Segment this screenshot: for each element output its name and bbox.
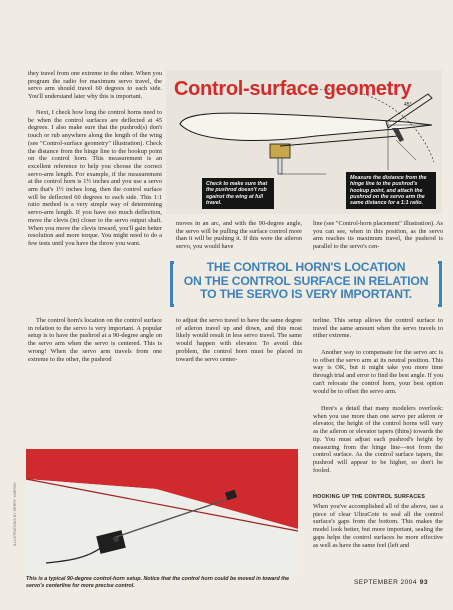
angle-label: 45° [404,102,412,108]
col1-paragraph-2: Next, I check how long the control horns need to be when the control surfaces are deflected at 45 degrees. I also make sure that the pushrod(s) don't touch or rub anywhere along the length of the wing (see "Control-surface geometry" illustration). Check the distance from the hinge line to the hookup point on the control horn. This measurement is an excellent reference to help you choose the correct servo-arm length. For example, if the measurement at the control horn is 1½ inches and you use a servo arm that's 1½ inches long, then the control surface will be deflected 60 degrees to each side. This 1:1 ratio method is a very simple way of determining servo-arm length. If you have too much deflection, move the clevis (in) closer to the servo output shaft. When you move the clevis inward, you'll gain better resolution and more torque. You might need to do a few tests until you have the throw you want. [28,109,162,247]
callout-leader-right [396,140,416,160]
figure-title: Control-surface geometry [174,78,412,100]
col3-paragraph-2: terline. This setup allows the control surface to travel the same amount when the servo travels to either extreme. [313,317,443,340]
pullquote-line-2: ON THE CONTROL SURFACE IN RELATION [183,273,429,288]
pullquote-line-1: THE CONTROL HORN'S LOCATION [206,260,406,274]
page-folio [354,579,428,586]
control-horn-photo [26,449,298,575]
callout-measure-distance: Measure the distance from the hinge line to the pushrod's hookup point, and attach the pushrod on the servo arm the same distance for a 1:1 ratio. [346,172,436,209]
control-surface-geometry-figure [166,70,442,214]
pullquote-line-3: TO THE SERVO IS VERY IMPORTANT. [200,287,412,302]
callout-pushrod-rub: Check to make sure that the pushrod doesn't rub against the wing at full travel. [202,178,274,209]
photo-caption: This is a typical 90-degree control-horn setup. Notice that the control horn could be moved in toward the servo's centerline for more precise control. [26,576,290,589]
col3-paragraph-3: Another way to compensate for the servo arc is to offset the servo arm at its neutral position. This way is OK, but it might take you more time through trial and error to find the best angle. If you can't relocate the control horn, your best option would be to offset the servo arm. [313,349,443,395]
servo-body [270,144,290,158]
col3-paragraph-1: line (see "Control-horn placement" illustration). As you can see, when in this position, as the servo arm reaches its maximum travel, the pushrod is parallel to the servo's cen- [313,220,443,251]
illustration-credit: ILLUSTRATIONS BY GERRY YARRISH [13,482,17,546]
control-horn [392,128,404,142]
servo-arm [278,158,282,174]
col3-paragraph-4: Here's a detail that many modelers overlook: when you use more than one servo per aileron or elevator, the height of the control horns will vary as the aileron or elevator tapers (thins) towards the tip. You must adjust each pushrod's height by measuring from the hinge line—not from the control surface. As the control surface tapers, the pushrod will appear to be higher, so don't be fooled. [313,405,443,474]
col1-paragraph-1: they travel from one extreme to the other. When you program the radio for maximum servo travel, the servo arm should travel 60 degrees to each side. You'll understand later why this is important. [28,70,162,101]
issue-date: SEPTEMBER 2004 [354,579,417,586]
photo-illustration [26,449,298,575]
section-subhead: HOOKING UP THE CONTROL SURFACES [313,494,426,500]
col1-paragraph-3: The control horn's location on the control surface in relation to the servo is very important. A popular setup is to have the pushrod at a 90-degree angle on the servo arm when the servo is centered. This is wrong! When the servo arm travels from one extreme to the other, the pushrod [28,317,162,363]
col2-paragraph-1: moves in an arc, and with the 90-degree angle, the servo will be pulling the surface control more than it will be pushing it. If this were the aileron servo, you would have [176,220,302,251]
col3-paragraph-5: When you've accomplished all of the above, use a piece of clear UltraCote to seal all the control surface's gaps from the bottom. This makes the model look better, but more important, sealing the gaps helps the control surfaces be more effective as well as have the same feel (left and [313,503,443,549]
col2-paragraph-2: to adjust the servo travel to have the same degree of aileron travel up and down, and this most likely would result in less servo travel. The same would happen with elevator. To avoid this problem, the control horn must be placed in toward the servo center- [176,317,302,363]
pullquote [170,261,442,307]
page-number: 93 [419,579,428,586]
